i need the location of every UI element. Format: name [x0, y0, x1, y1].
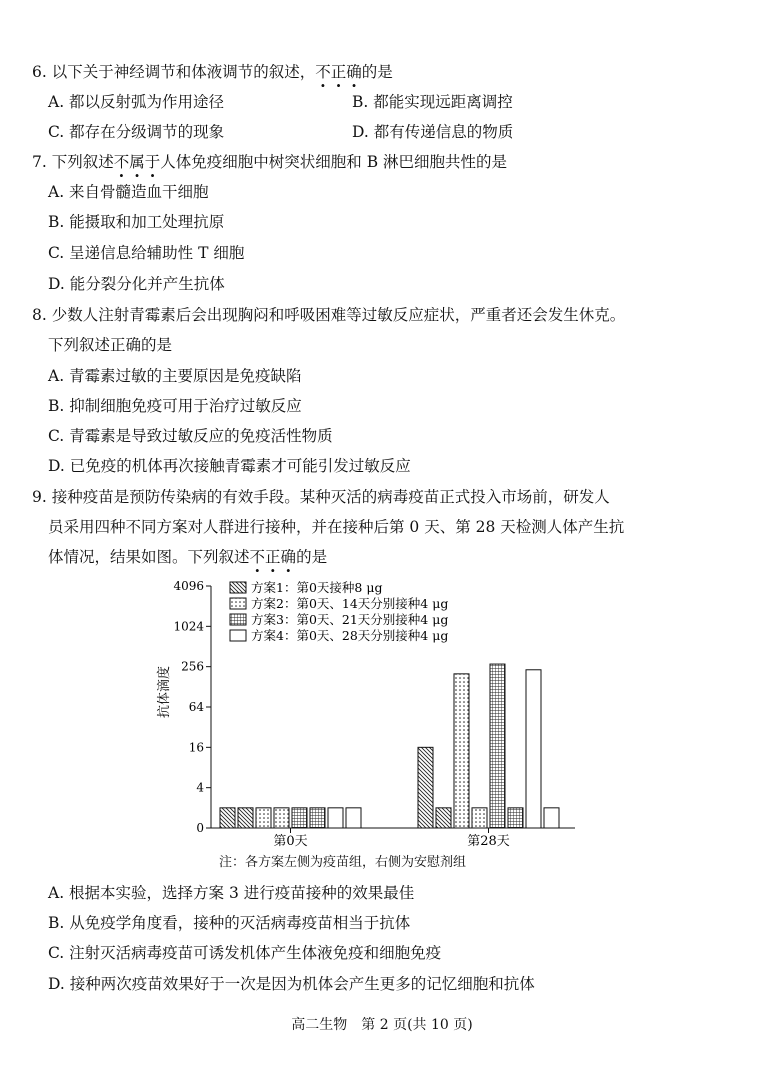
- q8-option-b: B. 抑制细胞免疫可用于治疗过敏反应: [48, 397, 302, 415]
- q9-stem-line1: 9. 接种疫苗是预防传染病的有效手段。某种灭活的病毒疫苗正式投入市场前，研发人: [32, 488, 610, 506]
- bar: [310, 808, 325, 828]
- bar: [436, 808, 451, 828]
- q6-option-c: C. 都存在分级调节的现象: [48, 123, 225, 141]
- q9-option-c: C. 注射灭活病毒疫苗可诱发机体产生体液免疫和细胞免疫: [48, 944, 442, 962]
- bar: [328, 808, 343, 828]
- bar: [472, 808, 487, 828]
- y-tick-label: 4096: [173, 579, 204, 593]
- q9-emphasis: 不正确: [249, 548, 297, 566]
- antibody-titer-chart: [150, 572, 590, 872]
- y-axis-label: 抗体滴度: [157, 665, 172, 719]
- q8-stem-line1: 8. 少数人注射青霉素后会出现胸闷和呼吸困难等过敏反应症状，严重者还会发生休克。: [32, 306, 626, 324]
- q7-option-a: A. 来自骨髓造血干细胞: [48, 183, 209, 201]
- legend-swatch: [230, 614, 246, 625]
- x-tick-label: 第0天: [273, 834, 308, 849]
- legend-label: 方案4：第0天、28天分别接种4 μg: [251, 628, 449, 643]
- q6-option-b: B. 都能实现远距离调控: [352, 93, 513, 111]
- legend-label: 方案3：第0天、21天分别接种4 μg: [251, 612, 449, 627]
- q9-option-a: A. 根据本实验，选择方案 3 进行疫苗接种的效果最佳: [48, 884, 415, 902]
- q9-stem-line2: 员采用四种不同方案对人群进行接种，并在接种后第 0 天、第 28 天检测人体产生抗: [48, 518, 625, 536]
- bar: [490, 664, 505, 828]
- q8-option-c: C. 青霉素是导致过敏反应的免疫活性物质: [48, 427, 333, 445]
- bar: [274, 808, 289, 828]
- bar: [418, 747, 433, 828]
- y-tick-label: 0: [196, 821, 204, 835]
- page-footer: 高二生物 第 2 页(共 10 页): [291, 1017, 473, 1033]
- chart-note: 注：各方案左侧为疫苗组，右侧为安慰剂组: [219, 855, 467, 870]
- q6-option-d: D. 都有传递信息的物质: [352, 123, 514, 141]
- legend-label: 方案1：第0天接种8 μg: [251, 580, 383, 595]
- bar: [256, 808, 271, 828]
- legend-swatch: [230, 582, 246, 593]
- y-tick-label: 4: [196, 780, 204, 795]
- legend-swatch: [230, 630, 246, 641]
- q6-stem: 6. 以下关于神经调节和体液调节的叙述，不正确的是: [32, 63, 393, 81]
- bar: [220, 808, 235, 828]
- bar: [292, 808, 307, 828]
- y-tick-label: 256: [181, 659, 204, 674]
- legend-swatch: [230, 598, 246, 609]
- q8-option-d: D. 已免疫的机体再次接触青霉素才可能引发过敏反应: [48, 457, 411, 475]
- y-tick-label: 64: [188, 700, 204, 714]
- q6-emphasis: 不正确: [315, 63, 362, 81]
- x-tick-label: 第28天: [467, 834, 510, 849]
- y-tick-label: 16: [188, 740, 204, 755]
- q8-option-a: A. 青霉素过敏的主要原因是免疫缺陷: [48, 367, 302, 385]
- q9-option-d: D. 接种两次疫苗效果好于一次是因为机体会产生更多的记忆细胞和抗体: [48, 975, 535, 993]
- bar: [544, 808, 559, 828]
- q9-stem-line3: 体情况，结果如图。下列叙述不正确的是: [48, 548, 328, 566]
- y-tick-label: 1024: [173, 619, 204, 634]
- q6-option-a: A. 都以反射弧为作用途径: [48, 93, 225, 111]
- q9-option-b: B. 从免疫学角度看，接种的灭活病毒疫苗相当于抗体: [48, 914, 411, 932]
- bar: [346, 808, 361, 828]
- q7-option-d: D. 能分裂分化并产生抗体: [48, 275, 225, 293]
- bar: [508, 808, 523, 828]
- q8-stem-line2: 下列叙述正确的是: [48, 336, 173, 354]
- q7-option-b: B. 能摄取和加工处理抗原: [48, 213, 225, 231]
- q7-stem: 7. 下列叙述不属于人体免疫细胞中树突状细胞和 B 淋巴细胞共性的是: [32, 153, 508, 171]
- bar: [238, 808, 253, 828]
- legend-label: 方案2：第0天、14天分别接种4 μg: [251, 596, 449, 611]
- bar: [526, 670, 541, 828]
- q7-emphasis: 不属于: [113, 153, 161, 171]
- q7-option-c: C. 呈递信息给辅助性 T 细胞: [48, 244, 245, 262]
- bar: [454, 674, 469, 828]
